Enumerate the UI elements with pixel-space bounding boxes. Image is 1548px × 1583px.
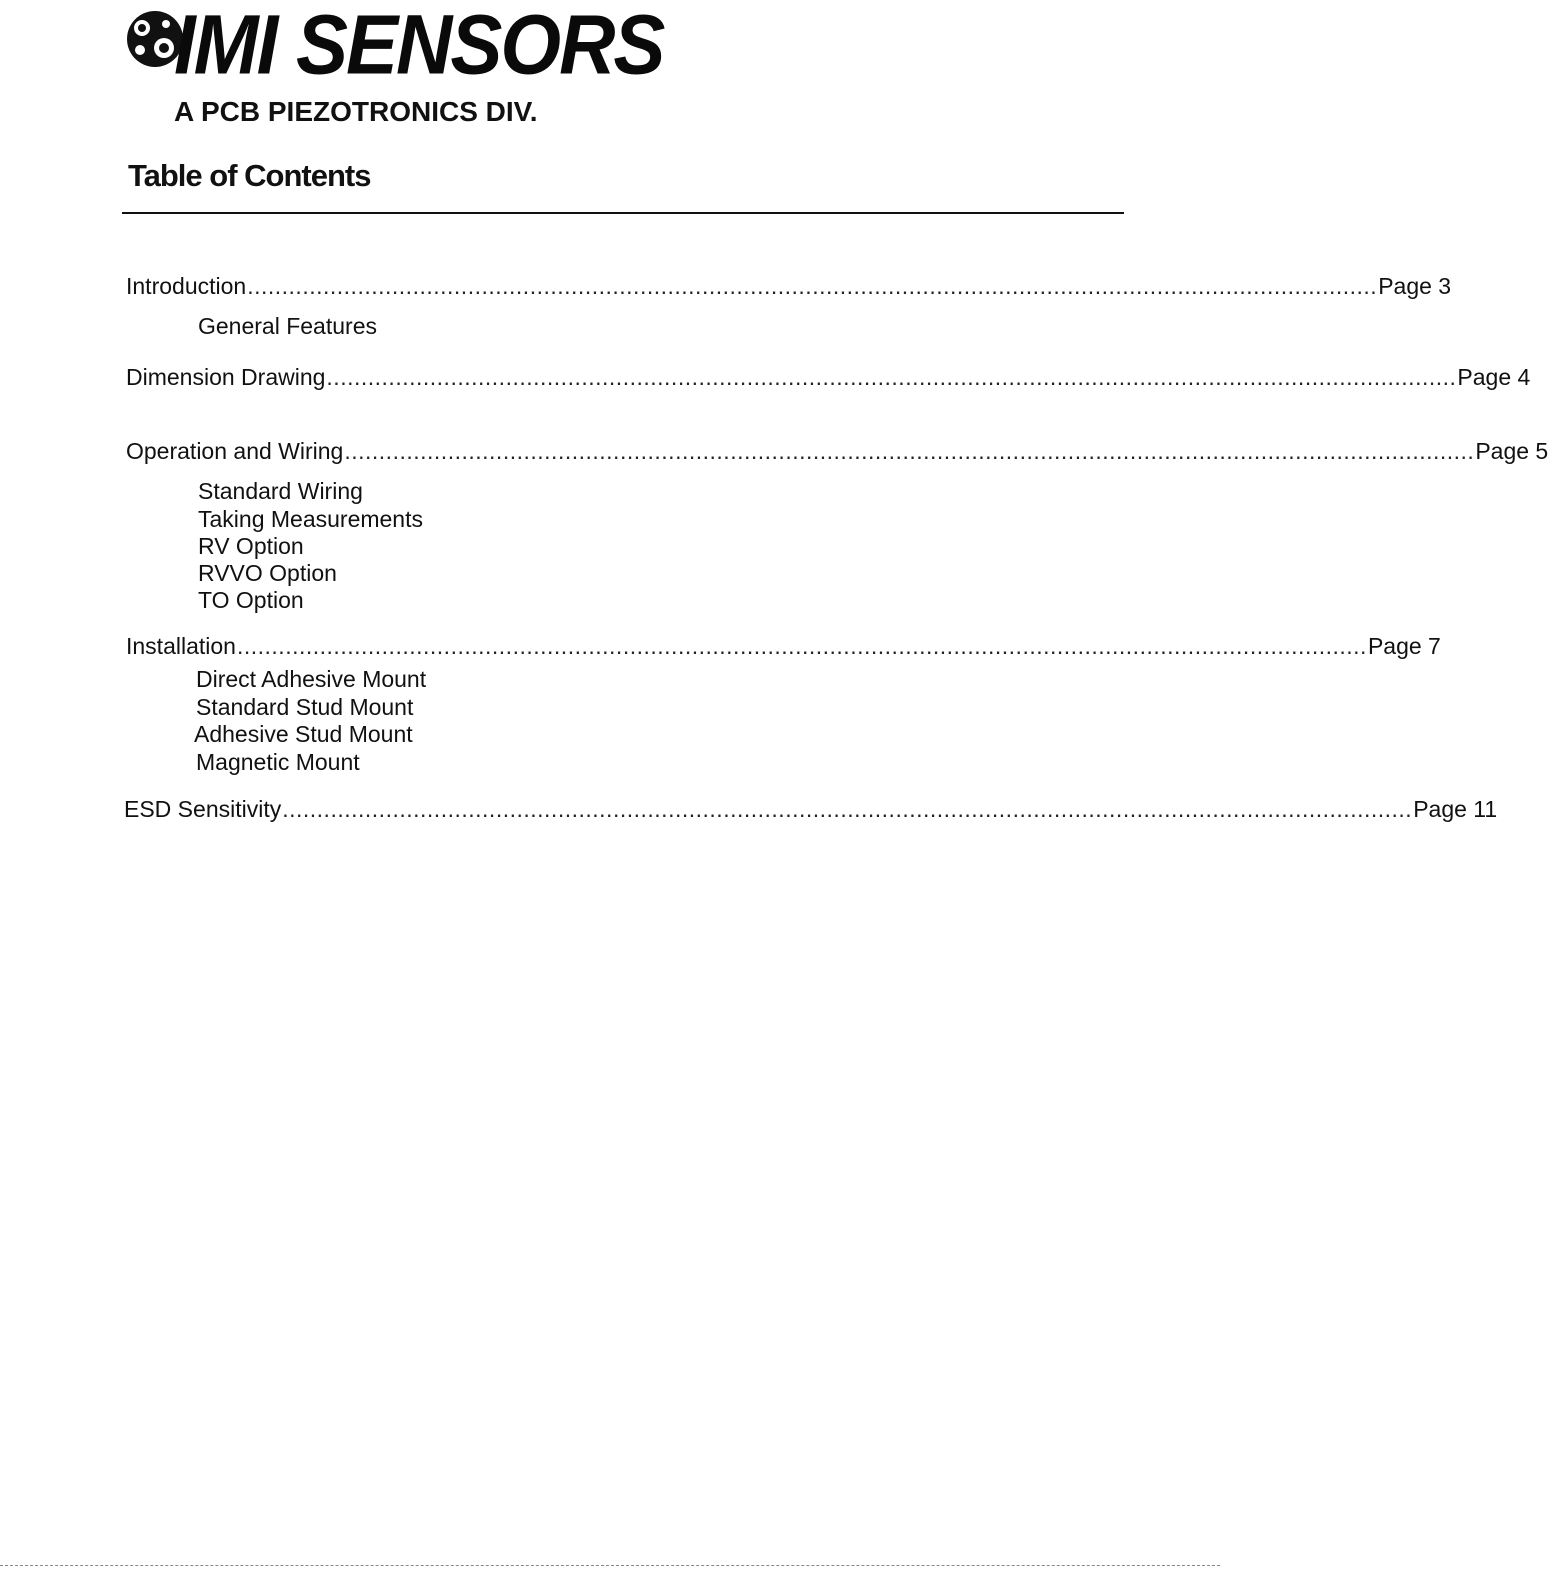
toc-entry-page: Page 4 bbox=[1457, 364, 1531, 390]
logo-wordmark: IMI SENSORS bbox=[174, 0, 664, 92]
toc-entry-page: Page 3 bbox=[1378, 273, 1452, 299]
logo bbox=[124, 0, 664, 92]
toc-subitem[interactable]: TO Option bbox=[198, 587, 304, 613]
toc-entry-page: Page 7 bbox=[1367, 633, 1441, 659]
toc-subitem[interactable]: Standard Stud Mount bbox=[196, 694, 414, 720]
toc-entry-introduction[interactable] bbox=[126, 272, 1452, 300]
toc-entry-dimension-drawing[interactable] bbox=[126, 363, 1531, 391]
toc-subitem[interactable]: Magnetic Mount bbox=[196, 749, 360, 775]
toc-entry-installation[interactable] bbox=[126, 632, 1441, 660]
page-title: Table of Contents bbox=[128, 158, 371, 193]
toc-entry-label: Installation bbox=[126, 633, 236, 659]
toc-subitem[interactable]: RV Option bbox=[198, 533, 304, 559]
dot-leader: .................................................................................................................................................................... bbox=[344, 438, 1475, 464]
toc-subitem[interactable]: Adhesive Stud Mount bbox=[194, 721, 413, 747]
dot-leader: .................................................................................................................................................................... bbox=[326, 364, 1457, 390]
dot-leader: .................................................................................................................................................................... bbox=[282, 796, 1413, 822]
toc-entry-label: Dimension Drawing bbox=[126, 364, 326, 390]
toc-entry-operation-and-wiring[interactable] bbox=[126, 437, 1548, 465]
page-edge-divider bbox=[0, 1565, 1220, 1566]
toc-entry-page: Page 5 bbox=[1475, 438, 1548, 464]
toc-subitem[interactable]: General Features bbox=[198, 313, 377, 339]
toc-subitem[interactable]: Taking Measurements bbox=[198, 506, 423, 532]
dot-leader: .................................................................................................................................................................... bbox=[247, 273, 1378, 299]
toc-subitem[interactable]: Standard Wiring bbox=[198, 478, 363, 504]
toc-subitem[interactable]: RVVO Option bbox=[198, 560, 337, 586]
toc-entry-label: ESD Sensitivity bbox=[124, 796, 282, 822]
toc-entry-esd-sensitivity[interactable] bbox=[124, 795, 1498, 823]
toc-subitem[interactable]: Direct Adhesive Mount bbox=[196, 666, 427, 692]
title-divider bbox=[122, 212, 1124, 214]
toc-entry-label: Introduction bbox=[126, 273, 247, 299]
toc-entry-page: Page 11 bbox=[1413, 796, 1498, 822]
division-subtitle: A PCB PIEZOTRONICS DIV. bbox=[174, 96, 538, 127]
dot-leader: .................................................................................................................................................................... bbox=[236, 633, 1367, 659]
toc-entry-label: Operation and Wiring bbox=[126, 438, 344, 464]
